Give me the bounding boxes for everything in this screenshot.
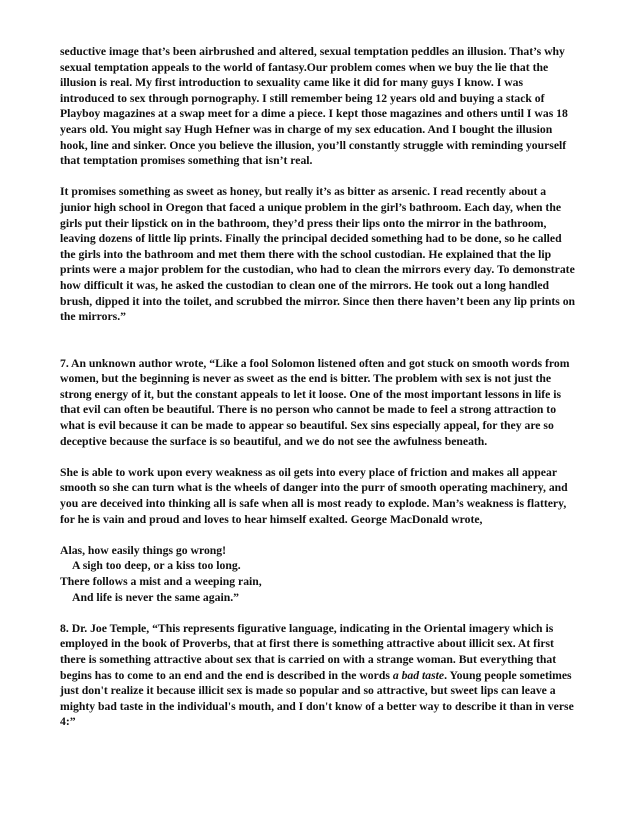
poem-line: A sigh too deep, or a kiss too long. [72,559,241,573]
paragraph-text: 8. Dr. Joe Temple, “This represents figurative language, indicating in the Oriental imagery which is employed in the book of Proverbs, that at first there is something attractive about illicit sex. At first there is something attractive about sex that is carried on with a strange woman. But everything that begins has to come to an end and the end is described in the words [60,621,557,682]
poem-line: Alas, how easily things go wrong! [60,543,227,557]
paragraph-text: . Young people sometimes just don't realize it because illicit sex is made so popular and so attractive, but sweet lips can leave a mighty bad taste in the individual's mouth, and I don't know of a better way to describe it than in verse 4:” [60,668,574,729]
poem-line: There follows a mist and a weeping rain, [60,575,262,588]
paragraph-illusion: seductive image that’s been airbrushed and altered, sexual temptation peddles an illusion. That’s why sexual temptation appeals to the world of fantasy.Our problem comes when we buy the lie that the illusion is real. My first introduction to sexuality came like it did for many guys I know. I was introduced to sex through pornography. I still remember being 12 years old and buying a stack of Playboy magazines at a swap meet for a dime a piece. I kept those magazines and others until I was 18 years old. You might say Hugh Hefner was in charge of my sex education. And I bought the illusion hook, line and sinker. Once you believe the illusion, you’ll constantly struggle with reminding yourself that temptation promises something that isn’t real. [60,45,568,168]
poem [60,543,578,605]
paragraph-lip-prints: It promises something as sweet as honey, but really it’s as bitter as arsenic. I read recently about a junior high school in Oregon that faced a unique problem in the girl’s bathroom. Each day, when the girls put their lipstick on in the bathroom, they’d press their lips onto the mirror in the bathroom, leaving dozens of little lip prints. Finally the principal decided something had to be done, so he called the girls into the bathroom and met them there with the school custodian. He explained that the lip prints were a major problem for the custodian, who had to clean the mirrors every day. To demonstrate how difficult it was, he asked the custodian to clean one of the mirrors. He took out a long handled brush, dipped it into the toilet, and scrubbed the mirror. Since then there haven’t been any lip prints on the mirrors.” [60,185,576,324]
paragraph-point-8 [60,621,578,730]
paragraph-weakness: She is able to work upon every weakness as oil gets into every place of friction and makes all appear smooth so she can turn what is the wheels of danger into the purr of smooth operating machinery, and you are deceived into thinking all is safe when all is most ready to explode. Man’s weakness is flattery, for he is vain and proud and loves to hear himself exalted. George MacDonald wrote, [60,465,568,526]
italic-phrase: a bad taste [392,668,445,682]
paragraph-point-7: 7. An unknown author wrote, “Like a fool Solomon listened often and got stuck on smooth words from women, but the beginning is never as sweet as the end is bitter. The problem with sex is not just the strong energy of it, but the constant appeals to let it loose. One of the most important lessons in life is that evil can often be beautiful. There is no person who cannot be made to feel a strong attraction to what is evil because it can be made to appear so beautiful. Sex sins especially appeal, for they are so deceptive because the surface is so beautiful, and we do not see the awfulness beneath. [60,356,570,448]
poem-line: And life is never the same again.” [72,590,239,604]
